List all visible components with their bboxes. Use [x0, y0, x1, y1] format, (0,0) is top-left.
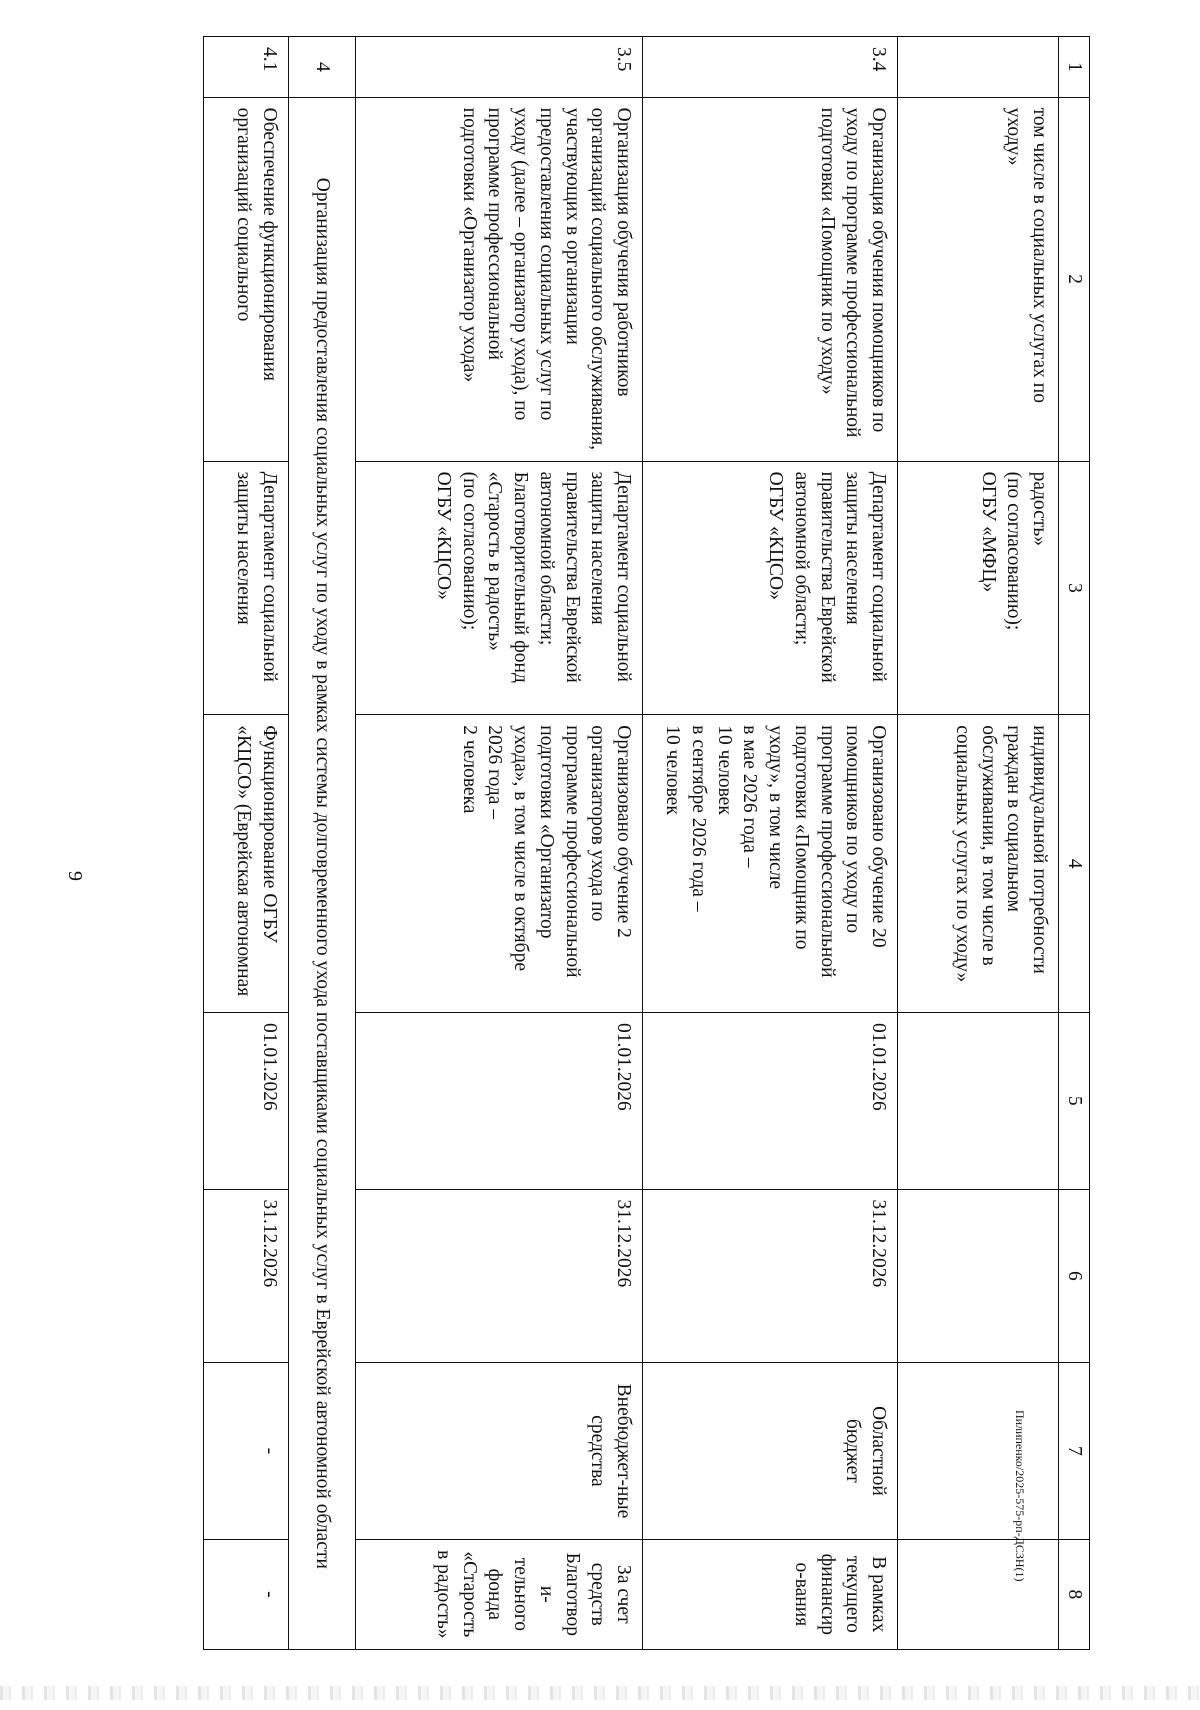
header-cell: 6: [1059, 1189, 1090, 1363]
funding-source: Областной бюджет: [643, 1363, 898, 1539]
funding-source: [898, 1363, 1059, 1539]
responsible-executors: Департамент социальной защиты населения правительства Еврейской автономной области; Благотворительный фонд «Старость в радость» (по согласованию); ОГБУ «КЦСО»: [356, 461, 643, 715]
scan-edge-noise: [0, 1686, 1200, 1700]
table-row: [643, 37, 898, 1650]
responsible-executors: Департамент социальной защиты населения: [204, 461, 289, 715]
header-cell: 1: [1059, 37, 1090, 98]
expected-result: Организовано обучение 20 помощников по уходу по программе профессиональной подготовки «Помощник по уходу», в том числе в мае 2026 года – 10 человек в сентябре 2026 года – 10 человек: [643, 715, 898, 1013]
measure-name: Обеспечение функционирования организаций социального: [204, 97, 289, 461]
row-number: 3.5: [356, 37, 643, 98]
expected-result: Организовано обучение 2 организаторов ухода по программе профессиональной подготовки «Организатор ухода», в том числе в октябре 2026 года – 2 человека: [356, 715, 643, 1013]
header-cell: 4: [1059, 715, 1090, 1013]
expected-result: Функционирование ОГБУ «КЦСО» (Еврейская автономная: [204, 715, 289, 1013]
page-number: 9: [64, 871, 86, 881]
measure-name: Организация обучения помощников по уходу по программе профессиональной подготовки «Помощник по уходу»: [643, 97, 898, 461]
funding-note: За счет средств Благотвори-тельного фонда «Старость в радость»: [356, 1539, 643, 1649]
start-date: 01.01.2026: [356, 1013, 643, 1189]
section-row: [289, 37, 356, 1650]
row-number: 4.1: [204, 37, 289, 98]
funding-note: [898, 1539, 1059, 1649]
section-number: 4: [289, 37, 356, 98]
row-number: 3.4: [643, 37, 898, 98]
expected-result: индивидуальной потребности граждан в социальном обслуживании, в том числе в социальных услугах по уходу»: [898, 715, 1059, 1013]
header-cell: 3: [1059, 461, 1090, 715]
funding-source: -: [204, 1363, 289, 1539]
end-date: [898, 1189, 1059, 1363]
measure-name: Организация обучения работников организаций социального обслуживания, участвующих в организации предоставления социальных услуг по уходу (далее – организатор ухода), по программе профессиональной подготовки «Организатор ухода»: [356, 97, 643, 461]
header-cell: 7: [1059, 1363, 1090, 1539]
responsible-executors: Департамент социальной защиты населения правительства Еврейской автономной области; ОГБУ «КЦСО»: [643, 461, 898, 715]
start-date: 01.01.2026: [204, 1013, 289, 1189]
funding-note: В рамках текущего финансиро-вания: [643, 1539, 898, 1649]
table-row: [356, 37, 643, 1650]
header-cell: 5: [1059, 1013, 1090, 1189]
table-header-row: [1059, 37, 1090, 1650]
table-row: [204, 37, 289, 1650]
start-date: [898, 1013, 1059, 1189]
responsible-executors: радость» (по согласованию); ОГБУ «МФЦ»: [898, 461, 1059, 715]
end-date: 31.12.2026: [356, 1189, 643, 1363]
end-date: 31.12.2026: [204, 1189, 289, 1363]
header-cell: 8: [1059, 1539, 1090, 1649]
table-row: [898, 37, 1059, 1650]
measure-name: том числе в социальных услугах по уходу»: [898, 97, 1059, 461]
end-date: 31.12.2026: [643, 1189, 898, 1363]
header-cell: 2: [1059, 97, 1090, 461]
funding-note: -: [204, 1539, 289, 1649]
start-date: 01.01.2026: [643, 1013, 898, 1189]
section-title: Организация предоставления социальных услуг по уходу в рамках системы долговременного ухода поставщиками социальных услуг в Еврейской автономной области: [289, 97, 356, 1649]
document-code: Пилипенко/2025-575-рп-ДСЗН(1): [1013, 1410, 1027, 1582]
row-number: [898, 37, 1059, 98]
measures-table: [203, 36, 1090, 1650]
funding-source: Внебюджет-ные средства: [356, 1363, 643, 1539]
rotated-table-container: [168, 36, 1090, 1650]
